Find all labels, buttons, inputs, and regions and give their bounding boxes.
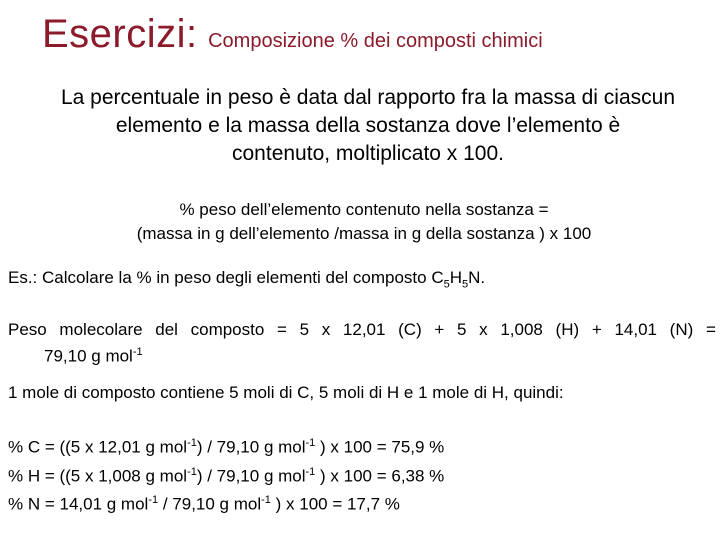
superscript: -1	[148, 494, 159, 507]
subscript: 5	[443, 278, 450, 291]
calc-nitrogen	[8, 488, 444, 517]
intro-line: La percentuale in peso è data dal rapporto fra la massa di ciascun	[60, 86, 676, 109]
superscript: -1	[261, 494, 271, 507]
subscript: 5	[462, 278, 469, 291]
molecular-weight-word: 1,008	[500, 320, 543, 339]
calc-part: ) / 79,10 g mol	[196, 466, 306, 486]
calc-part: / 79,10 g mol	[158, 494, 262, 514]
calc-carbon	[8, 431, 444, 460]
molecular-weight-word: (C)	[398, 320, 422, 339]
title-subtitle: Composizione % dei composti chimici	[208, 30, 543, 52]
calc-hydrogen	[8, 460, 444, 489]
molecular-weight-value: 79,10 g mol	[44, 346, 133, 366]
calc-part: ) / 79,10 g mol	[196, 437, 306, 457]
molecular-weight-line	[8, 318, 716, 341]
molecular-weight-word: molecolare	[59, 320, 143, 339]
calculations	[8, 431, 444, 517]
molecular-weight-word: x	[479, 320, 488, 339]
molecular-weight-word: =	[705, 320, 716, 339]
molecular-weight-word: +	[434, 320, 445, 339]
molecular-weight-word: 12,01	[342, 320, 386, 339]
superscript: -1	[187, 465, 197, 478]
slide-title	[42, 12, 543, 57]
molecular-weight	[8, 318, 716, 368]
intro-paragraph	[14, 84, 720, 168]
molecular-weight-word: 14,01	[614, 320, 657, 339]
superscript: -1	[132, 346, 143, 358]
molecular-weight-word: (N)	[669, 320, 694, 339]
calc-part: % H = ((5 x 1,008 g mol	[8, 466, 188, 486]
example-suffix: N.	[468, 268, 486, 287]
element-symbol: H	[449, 268, 463, 287]
formula-line: (massa in g dell’elemento /massa in g della sostanza ) x 100	[136, 224, 592, 243]
molecular-weight-word: =	[276, 320, 287, 339]
molecular-weight-word: 5	[299, 320, 310, 339]
percent-formula	[40, 198, 688, 246]
example-statement	[8, 268, 485, 290]
moles-statement: 1 mole di composto contiene 5 moli di C, 5 moli di H e 1 mole di H, quindi:	[8, 383, 564, 402]
title-main: Esercizi:	[42, 12, 198, 56]
molecular-weight-word: Peso	[8, 320, 47, 339]
intro-line: elemento e la massa della sostanza dove l’elemento è	[115, 114, 621, 137]
calc-part: ) x 100 = 6,38 %	[315, 466, 445, 486]
formula-line: % peso dell’elemento contenuto nella sostanza =	[179, 200, 549, 219]
superscript: -1	[187, 437, 197, 449]
example-prefix: Es.: Calcolare la % in peso degli elementi del composto C	[8, 268, 444, 287]
superscript: -1	[305, 437, 316, 449]
molecular-weight-word: 5	[457, 320, 467, 339]
molecular-weight-word: x	[321, 320, 331, 339]
molecular-weight-word: +	[591, 320, 602, 339]
calc-part: % C = ((5 x 12,01 g mol	[8, 437, 188, 457]
calc-part: ) x 100 = 75,9 %	[315, 437, 445, 457]
molecular-weight-result	[8, 341, 716, 368]
intro-line: contenuto, moltiplicato x 100.	[232, 142, 504, 165]
molecular-weight-word: del	[155, 320, 178, 339]
superscript: -1	[305, 465, 316, 478]
calc-part: % N = 14,01 g mol	[8, 494, 149, 514]
calc-part: ) x 100 = 17,7 %	[270, 494, 400, 514]
molecular-weight-word: (H)	[555, 320, 580, 339]
molecular-weight-word: composto	[190, 320, 265, 339]
